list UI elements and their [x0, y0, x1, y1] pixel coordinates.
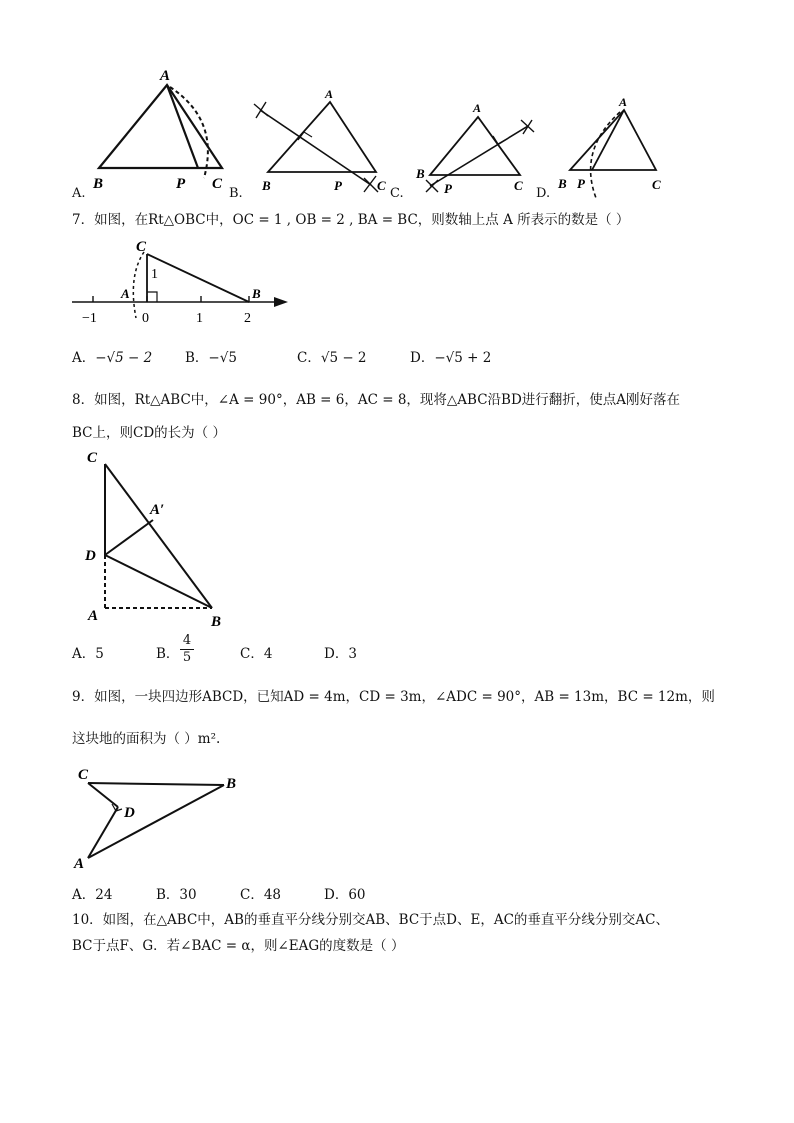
q8-option-c-text: 4	[263, 646, 273, 662]
q10-stem-line2: BC于点F、G．若∠BAC = α，则∠EAG的度数是（ ）	[72, 938, 405, 954]
q9-stem-line1: 9．如图，一块四边形ABCD，已知AD = 4m，CD = 3m，∠ADC = 90°，AB = 13m，BC = 12m，则	[72, 689, 715, 705]
q6a-label-b: B	[93, 176, 104, 192]
q8-option-b-denominator: 5	[182, 650, 192, 665]
q7-tick-0: 0	[142, 311, 149, 326]
q8-option-c	[240, 645, 272, 663]
q6d-label-b: B	[558, 176, 567, 191]
q7-label-c: C	[136, 239, 147, 255]
q7-label-b: B	[252, 286, 261, 301]
q8-label-d: D	[85, 548, 96, 564]
q6-figure-b	[246, 60, 396, 200]
q6c-label-p: P	[444, 181, 452, 196]
q8-label-a-prime: A′	[150, 502, 165, 518]
q6a-label-c: C	[212, 176, 223, 192]
q8-stem-line2: BC上，则CD的长为（ ）	[72, 425, 226, 441]
q7-option-c-letter: C．	[297, 350, 321, 366]
q6d-label-c: C	[652, 177, 661, 192]
q7-label-one: 1	[151, 267, 158, 282]
q8-stem-line1: 8．如图，Rt△ABC中，∠A = 90°，AB = 6，AC = 8，现将△ABC沿BD进行翻折，使点A刚好落在	[72, 392, 681, 408]
q8-option-a-text: 5	[95, 646, 104, 662]
q7-tick-1: 1	[196, 311, 203, 326]
q6-options-row	[0, 60, 794, 200]
q8-option-d-letter: D．	[324, 646, 349, 662]
q6c-label-b: B	[416, 166, 425, 181]
q8-option-b-fraction	[180, 633, 194, 666]
q7-tick-2: 2	[244, 311, 251, 326]
q7-option-b-text: −√5	[208, 350, 237, 366]
q7-figure	[66, 236, 296, 328]
q8-label-a: A	[88, 608, 99, 624]
q10-stem-line1: 10．如图，在△ABC中，AB的垂直平分线分别交AB、BC于点D、E，AC的垂直平分线分别交AC、	[72, 912, 669, 928]
q6b-label-p: P	[334, 178, 342, 193]
q8-option-c-letter: C．	[240, 646, 264, 662]
q9-option-a	[72, 886, 112, 904]
q6-figure-d	[552, 60, 682, 200]
q6-figure-a	[80, 60, 240, 200]
q6-option-c-letter: C.	[390, 186, 404, 201]
q8-option-d-text: 3	[348, 646, 357, 662]
q7-option-d-text: −√5 + 2	[434, 350, 492, 366]
q9-option-b	[156, 886, 197, 904]
q8-option-b	[156, 645, 179, 663]
q9-stem-line2: 这块地的面积为（ ）m².	[72, 731, 221, 747]
q8-option-b-letter: B．	[156, 646, 180, 662]
q7-stem: 7．如图，在Rt△OBC中，OC = 1 , OB = 2 , BA = BC，则数轴上点 A 所表示的数是（ ）	[72, 212, 630, 228]
q6-option-a-letter: A.	[72, 186, 86, 201]
q6-figure-c	[408, 60, 538, 200]
q6d-label-a: A	[619, 95, 628, 109]
q6b-label-a: A	[325, 87, 334, 101]
q8-option-a	[72, 645, 104, 663]
q7-option-d	[410, 349, 491, 367]
q6d-label-p: P	[577, 176, 585, 191]
q6c-label-c: C	[514, 178, 523, 193]
q6a-label-p: P	[176, 176, 186, 192]
q7-option-a-letter: A．	[72, 350, 96, 366]
q9-option-d	[324, 886, 366, 904]
q7-option-a-text: −√5 − 2	[95, 350, 153, 366]
q7-option-c-text: √5 − 2	[320, 350, 367, 366]
q7-option-c	[297, 349, 367, 367]
q9-label-d: D	[124, 805, 135, 821]
q7-label-a: A	[121, 286, 130, 301]
q9-option-b-letter: B．	[156, 887, 180, 903]
q7-option-d-letter: D．	[410, 350, 435, 366]
q9-label-c: C	[78, 767, 89, 783]
q9-label-b: B	[226, 776, 237, 792]
q6-option-d-letter: D.	[536, 186, 551, 201]
q9-label-a: A	[74, 856, 85, 870]
q9-option-d-text: 60	[348, 887, 366, 903]
q9-option-b-text: 30	[179, 887, 197, 903]
q6a-label-a: A	[160, 68, 171, 84]
q9-option-c-letter: C．	[240, 887, 264, 903]
q6c-label-a: A	[473, 101, 482, 115]
q8-figure	[76, 442, 236, 632]
q8-label-b: B	[211, 614, 222, 630]
q7-tick-neg1: −1	[82, 311, 97, 326]
q8-label-c: C	[87, 450, 98, 466]
q6b-label-c: C	[377, 178, 386, 193]
q9-option-c	[240, 886, 281, 904]
q6-option-b-letter: B.	[229, 186, 243, 201]
q8-option-b-numerator: 4	[180, 633, 194, 650]
q9-option-c-text: 48	[263, 887, 282, 903]
q9-option-d-letter: D．	[324, 887, 349, 903]
q9-option-a-letter: A．	[72, 887, 96, 903]
q9-figure	[66, 760, 256, 870]
q7-option-b	[185, 349, 237, 367]
q7-option-b-letter: B．	[185, 350, 209, 366]
q7-options	[72, 349, 152, 367]
q8-option-d	[324, 645, 357, 663]
q6b-label-b: B	[262, 178, 271, 193]
q9-option-a-text: 24	[95, 887, 113, 903]
q8-option-a-letter: A．	[72, 646, 96, 662]
